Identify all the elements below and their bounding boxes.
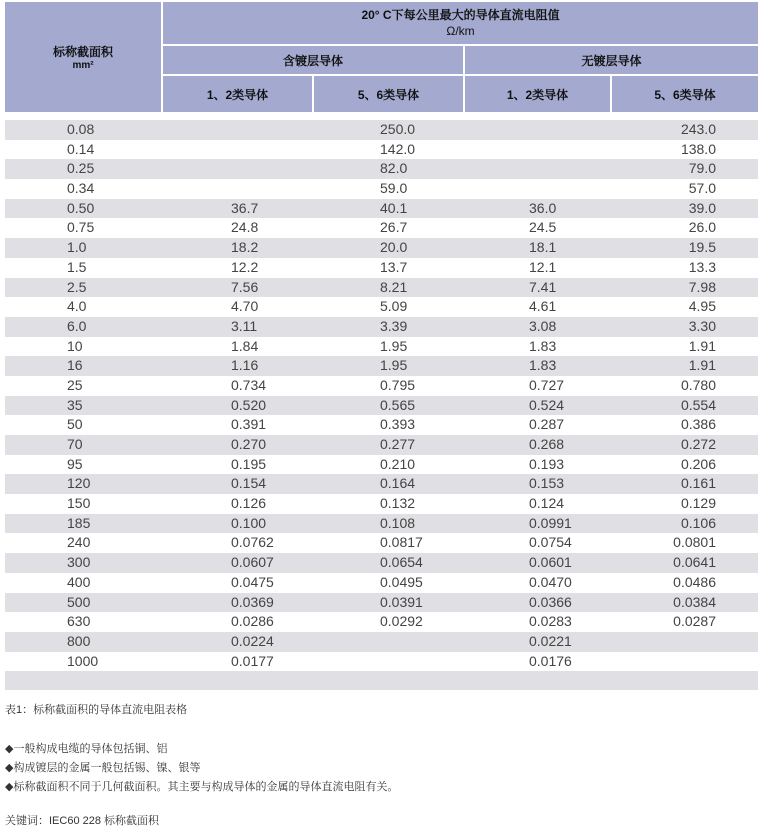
cell-coated-class12: 0.154 bbox=[231, 475, 267, 492]
cell-coated-class12: 4.70 bbox=[231, 298, 259, 315]
cell-coated-class56: 0.108 bbox=[380, 514, 416, 531]
cell-plain-class12: 24.5 bbox=[529, 219, 557, 236]
table-row bbox=[5, 415, 758, 435]
cell-plain-class56: 1.91 bbox=[688, 337, 716, 354]
note-conductor: ◆一般构成电缆的导体包括铜、铝 bbox=[5, 743, 168, 755]
header-sub-class12-plain: 1、2类导体 bbox=[465, 76, 610, 112]
cell-plain-class56: 0.0641 bbox=[673, 554, 716, 571]
cell-plain-class12: 0.287 bbox=[529, 416, 565, 433]
cell-plain-class12: 12.1 bbox=[529, 258, 557, 275]
cell-coated-class56: 1.95 bbox=[380, 357, 408, 374]
cell-coated-class56: 0.132 bbox=[380, 495, 416, 512]
cell-coated-class56: 0.0292 bbox=[380, 613, 423, 630]
cell-plain-class12: 3.08 bbox=[529, 317, 557, 334]
cell-cross-section: 2.5 bbox=[67, 278, 87, 295]
header-cross-section bbox=[5, 2, 161, 112]
cell-coated-class12: 0.0286 bbox=[231, 613, 274, 630]
cell-plain-class56: 26.0 bbox=[688, 219, 716, 236]
cell-plain-class12: 4.61 bbox=[529, 298, 557, 315]
note-coating: ◆构成镀层的金属一般包括锡、镍、银等 bbox=[5, 762, 201, 774]
table-row bbox=[5, 238, 758, 258]
cell-coated-class56: 20.0 bbox=[380, 239, 408, 256]
cell-coated-class56: 0.0391 bbox=[380, 593, 423, 610]
table-row bbox=[5, 258, 758, 278]
table-row bbox=[5, 376, 758, 396]
cell-coated-class56: 3.39 bbox=[380, 317, 408, 334]
table-row bbox=[5, 297, 758, 317]
cell-plain-class56: 0.554 bbox=[680, 396, 716, 413]
cell-coated-class56: 5.09 bbox=[380, 298, 408, 315]
table-row bbox=[5, 140, 758, 160]
cell-plain-class12: 0.193 bbox=[529, 455, 565, 472]
header-group-coated: 含镀层导体 bbox=[163, 46, 463, 74]
cell-cross-section: 4.0 bbox=[67, 298, 87, 315]
cell-coated-class56: 0.0654 bbox=[380, 554, 423, 571]
cell-coated-class12: 1.84 bbox=[231, 337, 259, 354]
cell-cross-section: 95 bbox=[67, 455, 83, 472]
cell-coated-class12: 0.0369 bbox=[231, 593, 274, 610]
cell-coated-class12: 1.16 bbox=[231, 357, 259, 374]
table-row bbox=[5, 455, 758, 475]
cell-plain-class56: 39.0 bbox=[688, 199, 716, 216]
table-row bbox=[5, 317, 758, 337]
cell-coated-class56 bbox=[314, 632, 465, 652]
cell-plain-class56: 13.3 bbox=[688, 258, 716, 275]
table-row bbox=[5, 632, 758, 652]
header-cross-section-unit: mm² bbox=[72, 60, 94, 71]
cell-coated-class12: 0.520 bbox=[231, 396, 267, 413]
cell-coated-class56: 0.277 bbox=[380, 436, 416, 452]
cell-coated-class12 bbox=[163, 159, 314, 179]
cell-coated-class12: 0.0177 bbox=[231, 652, 274, 669]
cell-cross-section: 50 bbox=[67, 416, 83, 433]
cell-cross-section: 240 bbox=[67, 534, 91, 551]
cell-plain-class12: 18.1 bbox=[529, 239, 557, 256]
cell-cross-section: 0.75 bbox=[67, 219, 95, 236]
cell-coated-class12 bbox=[163, 140, 314, 160]
resistance-table bbox=[5, 0, 758, 690]
header-unit: Ω/km bbox=[446, 24, 475, 38]
cell-coated-class12: 0.0762 bbox=[231, 534, 274, 551]
cell-plain-class56: 0.0486 bbox=[673, 573, 716, 590]
cell-plain-class56: 0.206 bbox=[680, 455, 716, 472]
cell-cross-section: 500 bbox=[67, 593, 91, 610]
cell-cross-section: 16 bbox=[67, 357, 83, 374]
cell-cross-section: 0.25 bbox=[67, 160, 95, 177]
table-row bbox=[5, 553, 758, 573]
cell-plain-class56: 57.0 bbox=[688, 180, 716, 197]
cell-coated-class56 bbox=[314, 652, 465, 672]
cell-coated-class56: 0.795 bbox=[380, 376, 416, 393]
cell-plain-class56: 19.5 bbox=[688, 239, 716, 256]
table-caption: 表1：标称截面积的导体直流电阻表格 bbox=[5, 704, 188, 716]
cell-plain-class12 bbox=[465, 179, 612, 199]
cell-coated-class56: 1.95 bbox=[380, 337, 408, 354]
cell-plain-class12 bbox=[465, 140, 612, 160]
cell-plain-class56: 138.0 bbox=[680, 140, 716, 157]
header-title-text: 20° C下每公里最大的导体直流电阻值 bbox=[361, 8, 560, 22]
header-sub-class56-plain: 5、6类导体 bbox=[612, 76, 758, 112]
cell-coated-class56: 82.0 bbox=[380, 160, 408, 177]
cell-plain-class56: 0.0801 bbox=[673, 534, 716, 551]
cell-plain-class12 bbox=[465, 159, 612, 179]
table-body bbox=[5, 120, 758, 671]
cell-plain-class12: 0.0601 bbox=[529, 554, 572, 571]
cell-coated-class56: 26.7 bbox=[380, 219, 408, 236]
header-sub-class12-coated: 1、2类导体 bbox=[163, 76, 312, 112]
cell-cross-section: 0.08 bbox=[67, 121, 95, 137]
cell-plain-class56 bbox=[612, 632, 758, 652]
cell-coated-class56: 0.210 bbox=[380, 455, 416, 472]
cell-coated-class12: 0.0607 bbox=[231, 554, 274, 571]
cell-plain-class12: 0.524 bbox=[529, 396, 565, 413]
table-row bbox=[5, 356, 758, 376]
cell-coated-class12: 0.195 bbox=[231, 455, 267, 472]
table-row bbox=[5, 120, 758, 140]
cell-coated-class56: 0.565 bbox=[380, 396, 416, 413]
cell-plain-class56: 243.0 bbox=[680, 121, 716, 137]
cell-coated-class12: 0.100 bbox=[231, 514, 267, 531]
table-row bbox=[5, 278, 758, 298]
table-header bbox=[3, 0, 760, 114]
cell-cross-section: 35 bbox=[67, 396, 83, 413]
table-row bbox=[5, 218, 758, 238]
cell-plain-class12: 0.124 bbox=[529, 495, 565, 512]
cell-cross-section: 120 bbox=[67, 475, 91, 492]
table-row bbox=[5, 337, 758, 357]
table-row bbox=[5, 593, 758, 613]
cell-cross-section: 300 bbox=[67, 554, 91, 571]
cell-coated-class12: 0.0224 bbox=[231, 632, 274, 649]
cell-coated-class12: 7.56 bbox=[231, 278, 259, 295]
table-row bbox=[5, 435, 758, 455]
header-title bbox=[163, 2, 758, 44]
cell-plain-class56: 4.95 bbox=[688, 298, 716, 315]
cell-coated-class12 bbox=[163, 120, 314, 140]
table-row bbox=[5, 159, 758, 179]
cell-coated-class56: 40.1 bbox=[380, 199, 408, 216]
table-row bbox=[5, 573, 758, 593]
cell-cross-section: 150 bbox=[67, 495, 91, 512]
cell-cross-section: 1000 bbox=[67, 652, 99, 669]
cell-coated-class12: 0.0475 bbox=[231, 573, 274, 590]
cell-plain-class12: 0.0221 bbox=[529, 632, 572, 649]
cell-plain-class12: 7.41 bbox=[529, 278, 557, 295]
cell-coated-class56: 13.7 bbox=[380, 258, 408, 275]
header-sub-class56-coated: 5、6类导体 bbox=[314, 76, 463, 112]
cell-coated-class12: 12.2 bbox=[231, 258, 259, 275]
table-end-bar bbox=[5, 671, 758, 690]
cell-plain-class56: 3.30 bbox=[688, 317, 716, 334]
cell-plain-class12: 1.83 bbox=[529, 357, 557, 374]
cell-cross-section: 630 bbox=[67, 613, 91, 630]
cell-plain-class12: 0.0176 bbox=[529, 652, 572, 669]
cell-coated-class56: 59.0 bbox=[380, 180, 408, 197]
cell-plain-class12: 0.0283 bbox=[529, 613, 572, 630]
cell-coated-class56: 0.0495 bbox=[380, 573, 423, 590]
cell-plain-class56: 0.106 bbox=[680, 514, 716, 531]
note-cross-section: ◆标称截面积不同于几何截面积。其主要与构成导体的金属的导体直流电阻有关。 bbox=[5, 781, 399, 793]
cell-plain-class56: 0.386 bbox=[680, 416, 716, 433]
cell-plain-class12: 0.0991 bbox=[529, 514, 572, 531]
cell-coated-class56: 0.164 bbox=[380, 475, 416, 492]
table-row bbox=[5, 199, 758, 219]
cell-plain-class12: 0.153 bbox=[529, 475, 565, 492]
cell-coated-class12: 0.391 bbox=[231, 416, 267, 433]
cell-plain-class12: 36.0 bbox=[529, 199, 557, 216]
table-row bbox=[5, 179, 758, 199]
cell-coated-class56: 0.0817 bbox=[380, 534, 423, 551]
cell-cross-section: 1.5 bbox=[67, 258, 87, 275]
table-row bbox=[5, 396, 758, 416]
cell-cross-section: 10 bbox=[67, 337, 83, 354]
cell-coated-class12: 3.11 bbox=[231, 317, 258, 334]
cell-plain-class56: 0.272 bbox=[680, 436, 716, 452]
cell-plain-class56 bbox=[612, 652, 758, 672]
cell-cross-section: 800 bbox=[67, 632, 91, 649]
table-row bbox=[5, 533, 758, 553]
cell-cross-section: 400 bbox=[67, 573, 91, 590]
cell-coated-class12: 0.734 bbox=[231, 376, 267, 393]
cell-coated-class12: 0.126 bbox=[231, 495, 267, 512]
cell-plain-class56: 0.129 bbox=[680, 495, 716, 512]
table-row bbox=[5, 494, 758, 514]
cell-coated-class56: 142.0 bbox=[380, 140, 416, 157]
cell-cross-section: 0.34 bbox=[67, 180, 95, 197]
cell-plain-class12 bbox=[465, 120, 612, 140]
cell-plain-class12: 0.268 bbox=[529, 436, 565, 452]
cell-coated-class56: 8.21 bbox=[380, 278, 408, 295]
cell-coated-class56: 0.393 bbox=[380, 416, 416, 433]
cell-coated-class12: 18.2 bbox=[231, 239, 259, 256]
table-row bbox=[5, 612, 758, 632]
header-group-plain: 无镀层导体 bbox=[465, 46, 758, 74]
keywords: 关键词：IEC60 228 标称截面积 bbox=[5, 815, 160, 827]
cell-plain-class12: 0.0754 bbox=[529, 534, 572, 551]
cell-plain-class12: 1.83 bbox=[529, 337, 557, 354]
cell-plain-class56: 0.0384 bbox=[673, 593, 716, 610]
cell-cross-section: 185 bbox=[67, 514, 91, 531]
cell-coated-class56: 250.0 bbox=[380, 121, 416, 137]
cell-plain-class56: 0.0287 bbox=[673, 613, 716, 630]
cell-cross-section: 6.0 bbox=[67, 317, 87, 334]
cell-cross-section: 0.50 bbox=[67, 199, 95, 216]
cell-coated-class12: 0.270 bbox=[231, 436, 267, 452]
cell-coated-class12 bbox=[163, 179, 314, 199]
table-row bbox=[5, 514, 758, 534]
cell-cross-section: 1.0 bbox=[67, 239, 87, 256]
cell-plain-class56: 1.91 bbox=[688, 357, 716, 374]
cell-plain-class56: 7.98 bbox=[688, 278, 716, 295]
cell-plain-class12: 0.0470 bbox=[529, 573, 572, 590]
header-cross-section-label: 标称截面积 bbox=[52, 45, 113, 59]
cell-plain-class12: 0.727 bbox=[529, 376, 565, 393]
cell-coated-class12: 36.7 bbox=[231, 199, 259, 216]
table-row bbox=[5, 652, 758, 672]
cell-plain-class12: 0.0366 bbox=[529, 593, 572, 610]
cell-coated-class12: 24.8 bbox=[231, 219, 259, 236]
cell-plain-class56: 0.161 bbox=[680, 475, 716, 492]
table-row bbox=[5, 474, 758, 494]
cell-plain-class56: 0.780 bbox=[680, 376, 716, 393]
cell-cross-section: 25 bbox=[67, 376, 83, 393]
cell-plain-class56: 79.0 bbox=[688, 160, 716, 177]
cell-cross-section: 0.14 bbox=[67, 140, 95, 157]
cell-cross-section: 70 bbox=[67, 436, 83, 452]
